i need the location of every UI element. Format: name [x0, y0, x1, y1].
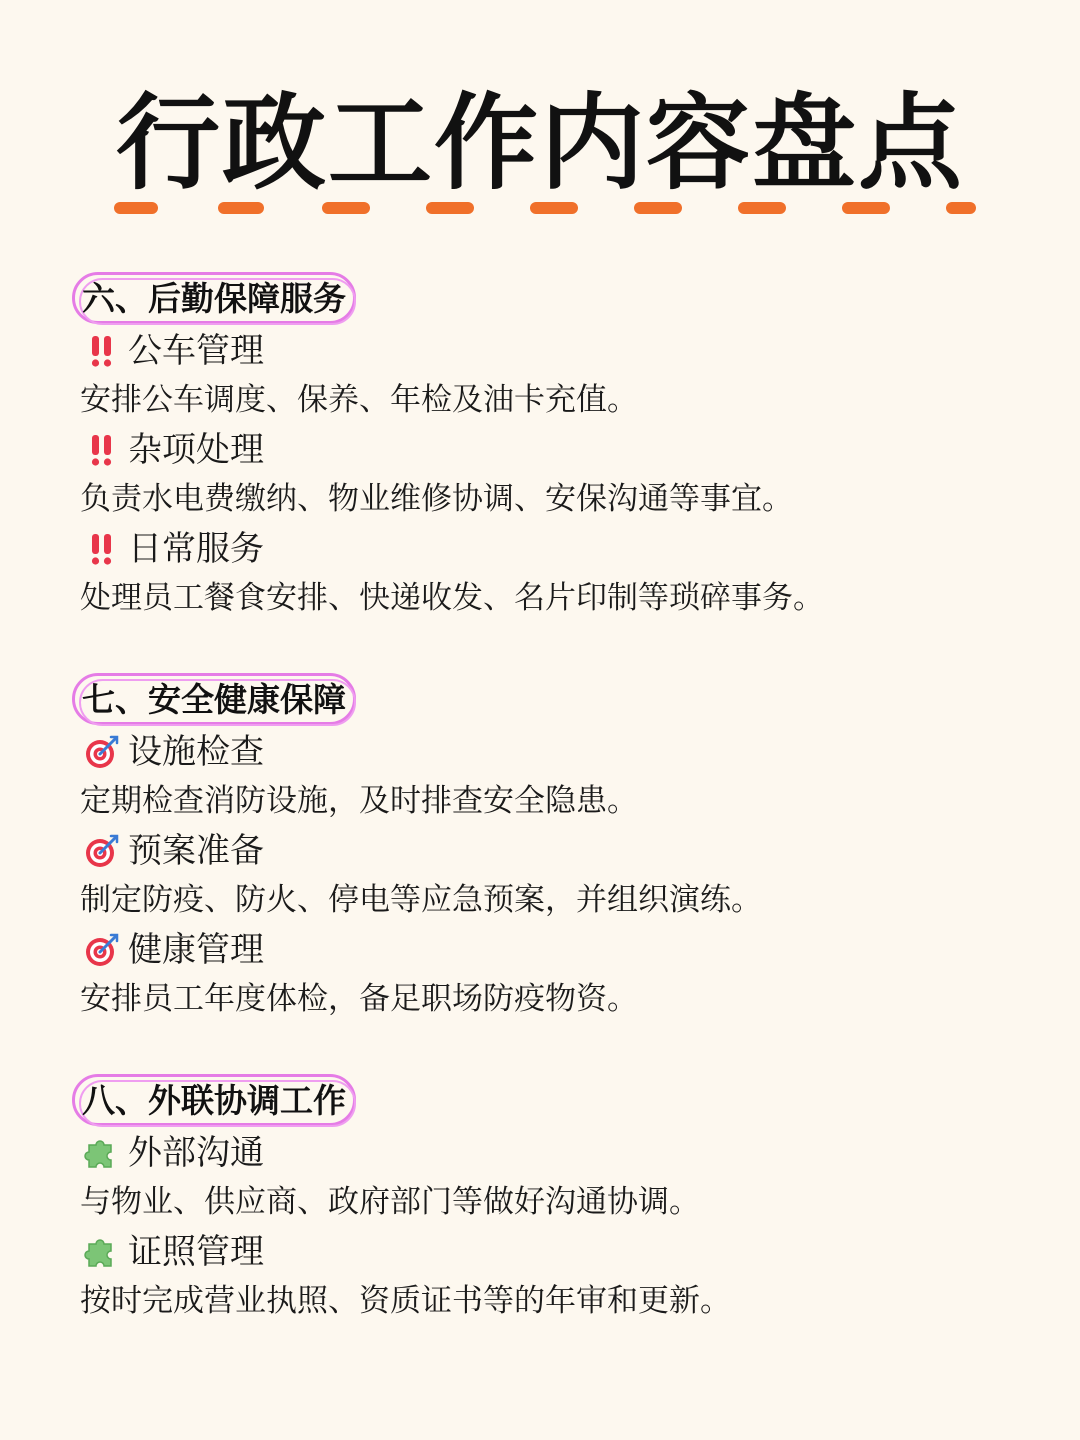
section-logistics — [80, 272, 1040, 623]
title-area — [0, 78, 1080, 208]
title-dash-underline — [112, 200, 976, 216]
item-description: 按时完成营业执照、资质证书等的年审和更新。 — [80, 1283, 731, 1319]
target-dart-icon — [82, 930, 122, 970]
double-exclamation-icon — [82, 529, 122, 569]
section-external-relations — [80, 1074, 1040, 1326]
item-header — [80, 826, 1040, 876]
item-description: 定期检查消防设施，及时排查安全隐患。 — [80, 783, 638, 819]
item-title: 健康管理 — [128, 930, 264, 970]
section-title: 六、后勤保障服务 — [82, 279, 346, 318]
double-exclamation-icon — [82, 331, 122, 371]
item-title: 外部沟通 — [128, 1133, 264, 1173]
item-title: 设施检查 — [128, 732, 264, 772]
item-header — [80, 425, 1040, 475]
target-dart-icon — [82, 732, 122, 772]
section-header — [80, 673, 346, 727]
item-title: 预案准备 — [128, 831, 264, 871]
item-title: 日常服务 — [128, 529, 264, 569]
item-header — [80, 727, 1040, 777]
puzzle-piece-icon — [82, 1133, 122, 1173]
section-header — [80, 272, 346, 326]
item-description: 负责水电费缴纳、物业维修协调、安保沟通等事宜。 — [80, 481, 793, 517]
target-dart-icon — [82, 831, 122, 871]
item-description: 与物业、供应商、政府部门等做好沟通协调。 — [80, 1184, 700, 1220]
section-header — [80, 1074, 346, 1128]
section-safety-health — [80, 673, 1040, 1024]
double-exclamation-icon — [82, 430, 122, 470]
item-description: 安排员工年度体检，备足职场防疫物资。 — [80, 981, 638, 1017]
section-title: 八、外联协调工作 — [82, 1081, 346, 1120]
item-header — [80, 1227, 1040, 1277]
item-title: 证照管理 — [128, 1232, 264, 1272]
item-title: 杂项处理 — [128, 430, 264, 470]
item-title: 公车管理 — [128, 331, 264, 371]
puzzle-piece-icon — [82, 1232, 122, 1272]
item-header — [80, 925, 1040, 975]
item-header — [80, 326, 1040, 376]
page-title: 行政工作内容盘点 — [115, 82, 964, 204]
item-header — [80, 524, 1040, 574]
item-description: 制定防疫、防火、停电等应急预案，并组织演练。 — [80, 882, 762, 918]
item-description: 处理员工餐食安排、快递收发、名片印制等琐碎事务。 — [80, 580, 824, 616]
content — [80, 272, 1040, 1376]
item-description: 安排公车调度、保养、年检及油卡充值。 — [80, 382, 638, 418]
item-header — [80, 1128, 1040, 1178]
section-title: 七、安全健康保障 — [82, 680, 346, 719]
